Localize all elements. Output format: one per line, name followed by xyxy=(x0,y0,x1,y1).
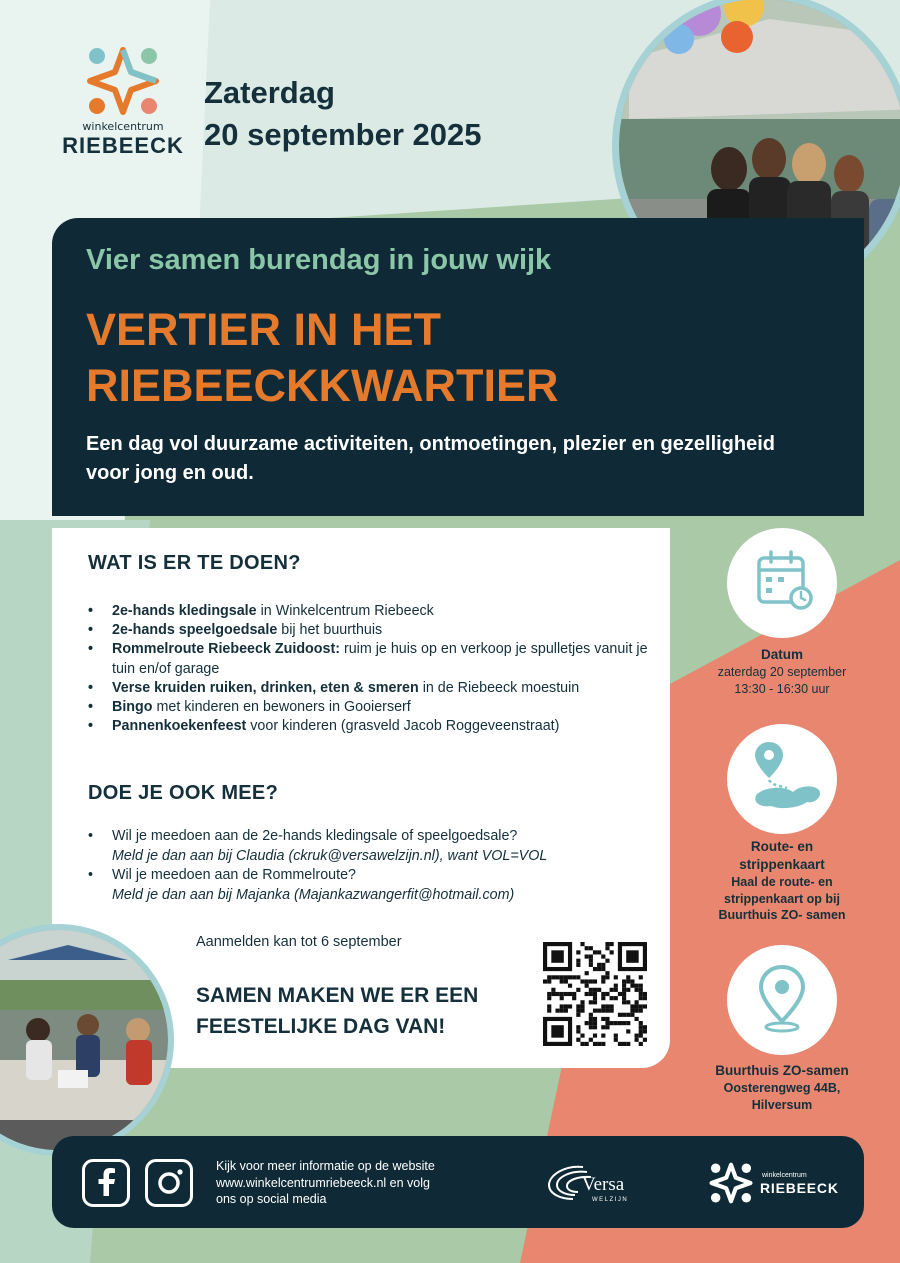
main-title xyxy=(86,302,559,414)
calendar-icon xyxy=(727,528,837,638)
address-line-1: Oosterengweg 44B, xyxy=(723,1081,841,1095)
riebeeck-logo xyxy=(58,44,188,159)
date-line: zaterdag 20 september xyxy=(717,665,847,679)
activity-detail: in de Riebeeck moestuin xyxy=(418,679,580,696)
location-pin-icon xyxy=(727,945,837,1055)
activity-detail: ruim je huis op en verkoop je spulletjes vanuit je tuin en/of garage xyxy=(112,641,648,677)
event-date: 20 september 2025 xyxy=(204,117,482,152)
activity-name: Bingo xyxy=(112,699,153,716)
join-question: Wil je meedoen aan de Rommelroute? xyxy=(112,867,356,883)
activities-heading: WAT IS ER TE DOEN? xyxy=(88,552,301,574)
facebook-icon[interactable] xyxy=(82,1159,130,1207)
slogan xyxy=(196,980,478,1042)
activity-name: Verse kruiden ruiken, drinken, eten & smeren xyxy=(112,679,419,696)
location-label: Buurthuis ZO-samen xyxy=(715,1063,849,1078)
activities-list xyxy=(88,602,663,736)
footer-logo-title: RIEBEECK xyxy=(760,1180,839,1196)
list-item xyxy=(88,640,663,678)
activity-name: 2e-hands kledingsale xyxy=(112,603,257,619)
slogan-line-2: FEESTELIJKE DAG VAN! xyxy=(196,1015,446,1038)
activity-detail: met kinderen en bewoners in Gooierserf xyxy=(152,699,411,716)
logo-title: RIEBEECK xyxy=(62,133,184,158)
location-info xyxy=(690,1062,874,1113)
activity-detail: in Winkelcentrum Riebeeck xyxy=(256,603,434,619)
route-line-3: Buurthuis ZO- samen xyxy=(718,908,846,922)
route-line-2: strippenkaart op bij xyxy=(724,891,840,906)
versa-wordmark: Versa xyxy=(582,1174,625,1195)
route-label-line-2: strippenkaart xyxy=(739,857,825,872)
registration-deadline: Aanmelden kan tot 6 september xyxy=(196,934,402,950)
list-item xyxy=(88,621,663,640)
versa-subtitle: WELZIJN xyxy=(592,1197,629,1203)
time-line: 13:30 - 16:30 uur xyxy=(734,681,830,696)
main-title-line-2: RIEBEECKKWARTIER xyxy=(86,360,559,411)
join-question: Wil je meedoen aan de 2e-hands kledingsale of speelgoedsale? xyxy=(112,828,518,844)
slogan-line-1: SAMEN MAKEN WE ER EEN xyxy=(196,984,479,1007)
kicker-text: Vier samen burendag in jouw wijk xyxy=(86,244,552,276)
footer-line-1: Kijk voor meer informatie op de website xyxy=(216,1159,435,1173)
footer-line-2[interactable]: www.winkelcentrumriebeeck.nl en volg xyxy=(216,1175,430,1190)
footer-line-3: ons op social media xyxy=(216,1192,327,1206)
address-line-2: Hilversum xyxy=(751,1097,813,1112)
list-item xyxy=(88,602,663,621)
route-label-line-1: Route- en xyxy=(750,839,814,854)
logo-subtitle: winkelcentrum xyxy=(82,120,164,133)
date-circle xyxy=(727,528,837,638)
location-circle xyxy=(727,945,837,1055)
activity-name: Pannenkoekenfeest xyxy=(112,718,247,735)
route-map-icon xyxy=(727,724,837,834)
main-title-line-1: VERTIER IN HET xyxy=(86,304,442,355)
footer-logo-subtitle: winkelcentrum xyxy=(762,1172,807,1179)
riebeeck-footer-logo-icon xyxy=(708,1160,754,1206)
activity-detail: voor kinderen (grasveld Jacob Roggeveenstraat) xyxy=(246,718,560,735)
activity-detail: bij het buurthuis xyxy=(277,622,383,639)
footer-info-text xyxy=(216,1158,486,1208)
join-instruction: Meld je dan aan bij Claudia (ckruk@versawelzijn.nl), want VOL=VOL xyxy=(112,847,548,864)
join-heading: DOE JE OOK MEE? xyxy=(88,782,279,804)
qr-code[interactable] xyxy=(543,942,647,1046)
intro-text: Een dag vol duurzame activiteiten, ontmoetingen, plezier en gezelligheid voor jong en oud. xyxy=(86,433,776,484)
instagram-icon[interactable] xyxy=(145,1159,193,1207)
event-day: Zaterdag xyxy=(204,75,335,110)
join-instruction: Meld je dan aan bij Majanka (Majankazwangerfit@hotmail.com) xyxy=(112,886,515,903)
date-info xyxy=(690,646,874,697)
list-item xyxy=(88,679,663,698)
activity-name: Rommelroute Riebeeck Zuidoost: xyxy=(112,641,340,658)
list-item xyxy=(88,698,663,717)
list-item xyxy=(88,717,663,736)
event-date-heading xyxy=(204,72,481,156)
route-circle xyxy=(727,724,837,834)
activity-name: 2e-hands speelgoedsale xyxy=(112,622,278,639)
riebeeck-star-icon xyxy=(84,44,162,118)
list-item xyxy=(88,827,663,866)
list-item xyxy=(88,866,663,905)
join-list xyxy=(88,827,663,905)
route-info xyxy=(690,838,874,924)
route-line-1: Haal de route- en xyxy=(731,875,833,889)
date-label: Datum xyxy=(760,647,803,662)
